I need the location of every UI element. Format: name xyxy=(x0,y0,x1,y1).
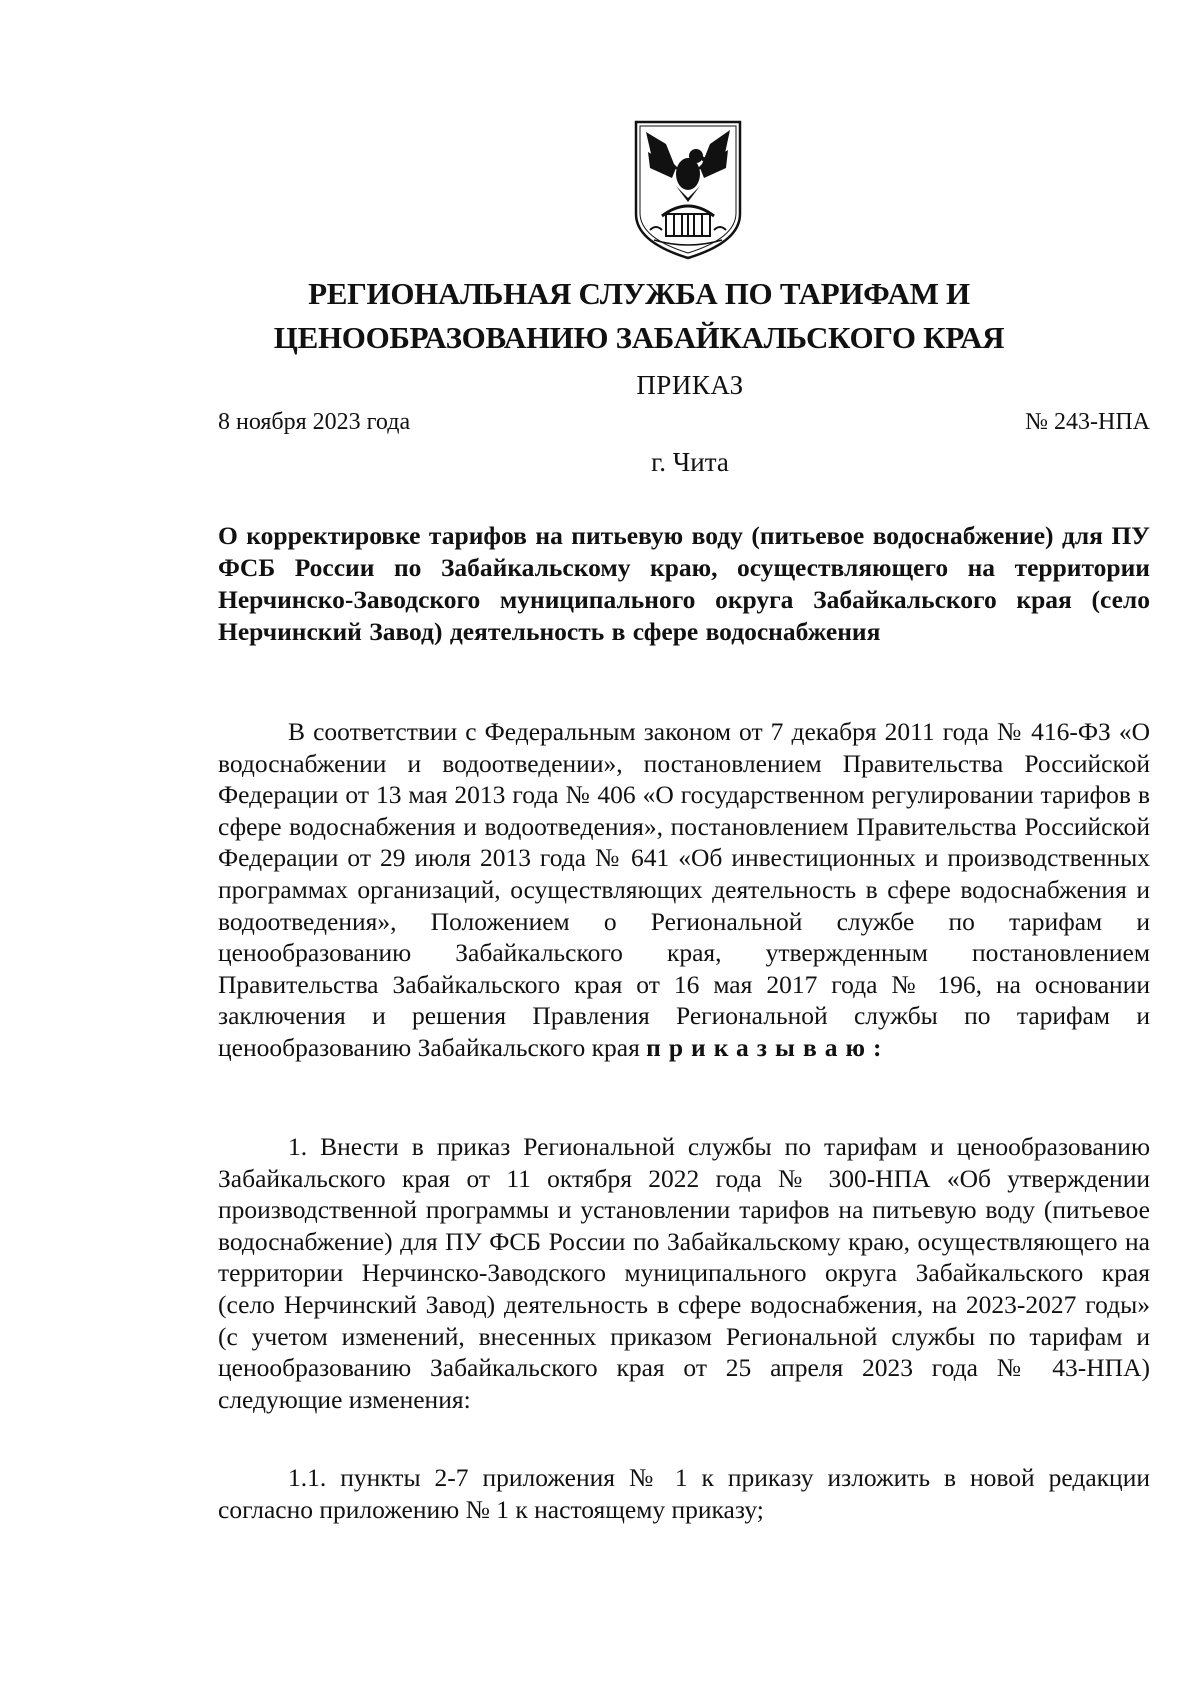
order-word: приказываю: xyxy=(646,1032,890,1062)
item-1-1-paragraph: 1.1. пункты 2-7 приложения № 1 к приказу изложить в новой редакции согласно приложению № 1 к настоящему приказу; xyxy=(218,1463,1150,1524)
document-number: № 243-НПА xyxy=(1025,409,1150,435)
document-type: ПРИКАЗ xyxy=(636,370,744,400)
coat-of-arms-icon xyxy=(632,118,744,260)
document-date: 8 ноября 2023 года xyxy=(218,409,411,435)
document-city: г. Чита xyxy=(651,447,729,477)
organization-title: РЕГИОНАЛЬНАЯ СЛУЖБА ПО ТАРИФАМ И ЦЕНООБРАЗОВАНИЮ ЗАБАЙКАЛЬСКОГО КРАЯ xyxy=(273,276,1005,355)
item-1-paragraph: 1. Внести в приказ Региональной службы по тарифам и ценообразованию Забайкальского края от 11 октября 2022 года № 300-НПА «Об утверждении производственной программы и установлении тарифов на питьевую воду (питьевое водоснабжение) для ПУ ФСБ России по Забайкальскому краю, осуществляющего на территории Нерчинско-Заводского муниципального округа Забайкальского края (село Нерчинский Завод) деятельность в сфере водоснабжения, на 2023-2027 годы» (с учетом изменений, внесенных приказом Региональной службы по тарифам и ценообразованию Забайкальского края от 25 апреля 2023 года № 43-НПА) следующие изменения: xyxy=(218,1132,1150,1414)
document-subject: О корректировке тарифов на питьевую воду (питьевое водоснабжение) для ПУ ФСБ России по Забайкальскому краю, осуществляющего на территории Нерчинско-Заводского муниципального округа Забайкальского края (село Нерчинский Завод) деятельность в сфере водоснабжения xyxy=(218,521,1150,646)
preamble-paragraph xyxy=(218,716,1150,1064)
preamble-text: В соответствии с Федеральным законом от 7 декабря 2011 года № 416-ФЗ «О водоснабжении и водоотведении», постановлением Правительства Российской Федерации от 13 мая 2013 года № 406 «О государственном регулировании тарифов в сфере водоснабжения и водоотведения», постановлением Правительства Российской Федерации от 29 июля 2013 года № 641 «Об инвестиционных и производственных программах организаций, осуществляющих деятельность в сфере водоснабжения и водоотведения», Положением о Региональной службе по тарифам и ценообразованию Забайкальского края, утвержденным постановлением Правительства Забайкальского края от 16 мая 2017 года № 196, на основании заключения и решения Правления Региональной службы по тарифам и ценообразованию Забайкальского края xyxy=(218,717,1150,1062)
